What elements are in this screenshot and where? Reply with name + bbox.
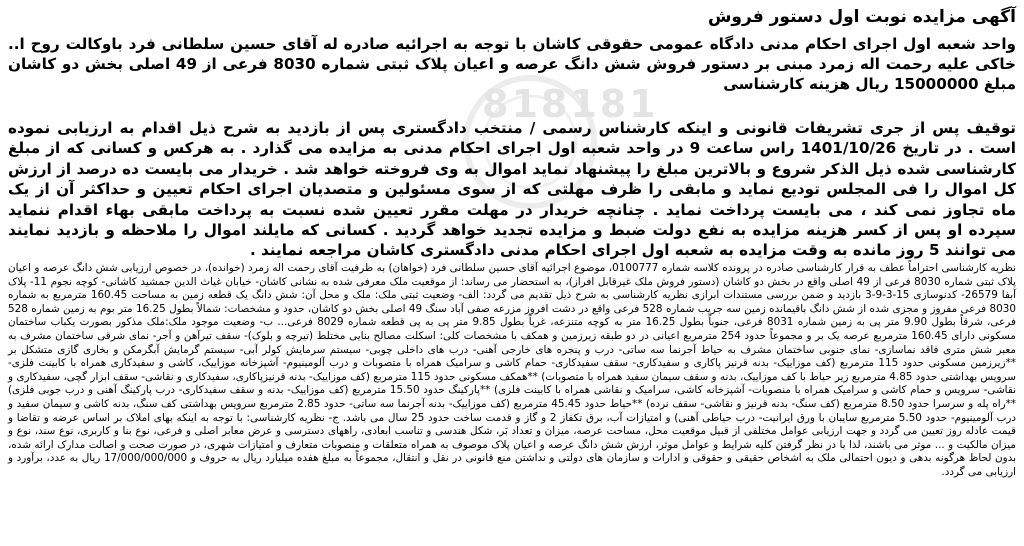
notice-title: آگهی مزایده نوبت اول دستور فروش (707, 7, 1016, 27)
auction-terms-paragraph: توقیف پس از جری تشریفات قانونی و اینکه کارشناس رسمی / منتخب دادگستری پس از بازدید به شرح ذیل اقدام به ارزیابی نموده است . در تاریخ 1401/10/26 راس ساعت 9 در واحد شعبه اول اجرای احکام مدنی به مزایده می گذارد . به هرکس و کسانی که از مبلغ کارشناسی شده ذیل الذکر شروع و بالاترین مبلغ را پیشنهاد نماید اموال به وی فروخته خواهد شد . خریدار می بایست ده درصد از ارزش کل اموال را فی المجلس تودیع نماید و مابقی را ظرف مهلتی که از سوی مسئولین و متصدیان اجرای احکام تعیین و حداکثر آن از یک ماه تجاوز نمی کند ، می بایست پرداخت نماید . چنانچه خریدار در مهلت مقرر تعیین شده نسبت به پرداخت مابقی بهاء اقدام ننماید سپرده او پس از کسر هزینه مزایده به نفع دولت ضبط و مزایده تجدید خواهد گردید . کسانی که مایلند اموال را ملاحظه و بازدید نمایند می توانند 5 روز مانده به وقت مزایده به شعبه اول اجرای احکام مدنی دادگستری کاشان مراجعه نمایند . (8, 119, 1016, 260)
watermark-number: 818181 (482, 82, 659, 126)
lead-paragraph: واحد شعبه اول اجرای احکام مدنی دادگاه عمومی حقوقی کاشان با توجه به اجرائیه صادره له آقای حسین سلطانی فرد باوکالت روح ا.. خاکی علیه رحمت اله زمرد مبنی بر دستور فروش شش دانگ عرصه و اعیان پلاک ثبتی شماره 8030 فرعی از 49 اصلی بخش دو کاشان مبلغ 15000000 ریال هزینه کارشناسی (8, 35, 1016, 93)
expert-report-paragraph: نظریه کارشناسی احتراماً عطف به قرار کارشناسی صادره در پرونده کلاسه شماره 0100777، موضوع اجرائیه آقای حسین سلطانی فرد (خواهان) به طرفیت آقای رحمت اله زمرد (خوانده)، در خصوص ارزیابی شش دانگ عرصه و اعیان پلاک ثبتی شماره 8030 فرعی از 49 اصلی واقع در بخش دو کاشان (دستور فروش ملک غیرقابل افراز)، به استحضار می رساند: از موقعیت ملک معرفی شده به نشانی کاشان- خیابان غیاث الدین جمشید کاشانی- کوچه نجوم 11- پلاک آبفا 26579- کدنوسازی 15-3-9-3 بازدید و ضمن بررسی مستندات ابرازی نظریه کارشناسی به شرح ذیل تقدیم می گردد: الف- وضعیت ثبتی ملک: ملک و محل آن: شش دانگ یک قطعه زمین به مساحت 160.45 مترمربع به شماره 8030 فرعی مفروز و مجزی شده از شش دانگ باقیمانده زمین سه جریب شماره 528 فرعی واقع در دشت افروز مزرعه صفی آباد سنگ 49 اصلی بخش دو کاشان، حدود و مشخصات: شمالاً بطول 16.25 متر بوم به زمین شماره 528 فرعی، شرقاً بطول 9.90 متر پی به زمین شماره 8031 فرعی، جنوباً بطول 16.25 متر به کوچه متنزعه، غرباً بطول 9.85 متر پی به پی قطعه شماره 8029 فرعی... ب- وضعیت موجود ملک:ملک مذکور بصورت یکباب ساختمان مسکونی دارای 160.45 مترمربع عرصه یک بر و مجموعاً حدود 254 مترمربع اعیانی در دو طبقه زیرزمین و همکف با مشخصات کلی: اسکلت مصالح بنایی مختلط (تیرچه و بلوک)- سقف تیرآهن و آجر- نمای شرقی ساختمان مشرف به معبر شش متری فاقد نماسازی- نمای جنوبی ساختمان مشرف به حیاط آجرنما سه ساتی- درب و پنجره های خارجی آهنی- درب های داخلی چوبی- سیستم سرمایش کولر آبی- سیستم گرمایش آبگرمکن و بخاری گازی متشکل بر **زیرزمین مسکونی حدود 115 مترمربع (کف موزاییک- بدنه قرنیز پاکاری و سفیدکاری- سقف سفیدکاری- حمام کاشی و سرامیک همراه با متصوبات و درب آلومینیوم- آشپزخانه موزاییک، کاشی و سفیدکاری همراه با کابینت فلزی- سرویس بهداشتی حدود 4.85 مترمربع زیر حیاط با کف موزاییک، بدنه و سقف سیمان سفید همراه با متصوبات) **همکف مسکونی حدود 115 مترمربع (کف موزاییک- بدنه قرنیزپاکاری، سفیدکاری و نقاشی- سقف ابزار گچی، سفیدکاری و نقاشی- سرویس و حمام کاشی و سرامیک همراه با منصوبات- آشپزخانه کاشی، سرامیک و نقاشی همراه با کابینت فلزی) **پارکینگ حدود 15.50 مترمربع (کف موزاییک- بدنه و سقف سفیدکاری- درب پارکینگ آهنی و درب جوبی فلزی) **راه پله و سرسرا حدود 8.50 مترمربع (کف سنگ- بدنه قرنیز و نقاشی- سقف نرده) **حیاط حدود 45.45 مترمربع (کف موزاییک- بدنه آجرنما سه ساتی- حدود 2.85 مترمربع سرویس بهداشتی کف سنگ، بدنه کاشی و سیمان سفید و درب آلومینیوم- حدود 5.50 مترمربع سایبان با ورق ایرانیت- درب حیاطی آهنی) و امتیازات آب، برق تکفاز 2 و گاز و قدمت ساخت حدود 25 سال می باشد. ج- نظریه کارشناسی: با توجه به اینکه بهای املاک بر اساس عرضه و تقاضا و قیمت عادله روز تعیین می گردد و جهت ارزیابی عوامل مختلفی از قبیل موقعیت محل، مساحت عرصه، میزان و تعداد بَر، شکل هندسی و تناسب ابعادی، راههای دسترسی و عرض معابر اصلی و فرعی، نوع بنا و کاربری، نوع سند، نوع و میزان مالکیت و ... موثر می باشند، لذا با در نظر گرفتن کلیه شرایط و عوامل موثر، ارزش شش دانگ عرصه و اعیان پلاک موصوف به همراه متعلقات و منصوبات متعارف و امتیازات شهری، در صورت صحت و اصالت مدارک ارائه شده، بدون لحاظ هرگونه بدهی و دیون احتمالی ملک به اشخاص حقیقی و حقوقی و ادارات و سازمان های دولتی و نداشتن منع قانونی در نقل و انتقال، مجموعاً به مبلغ هفده میلیارد ریال به حروف و 17/000/000/000 ریال به عدد، برآورد و ارزیابی می گردد. (8, 262, 1017, 478)
